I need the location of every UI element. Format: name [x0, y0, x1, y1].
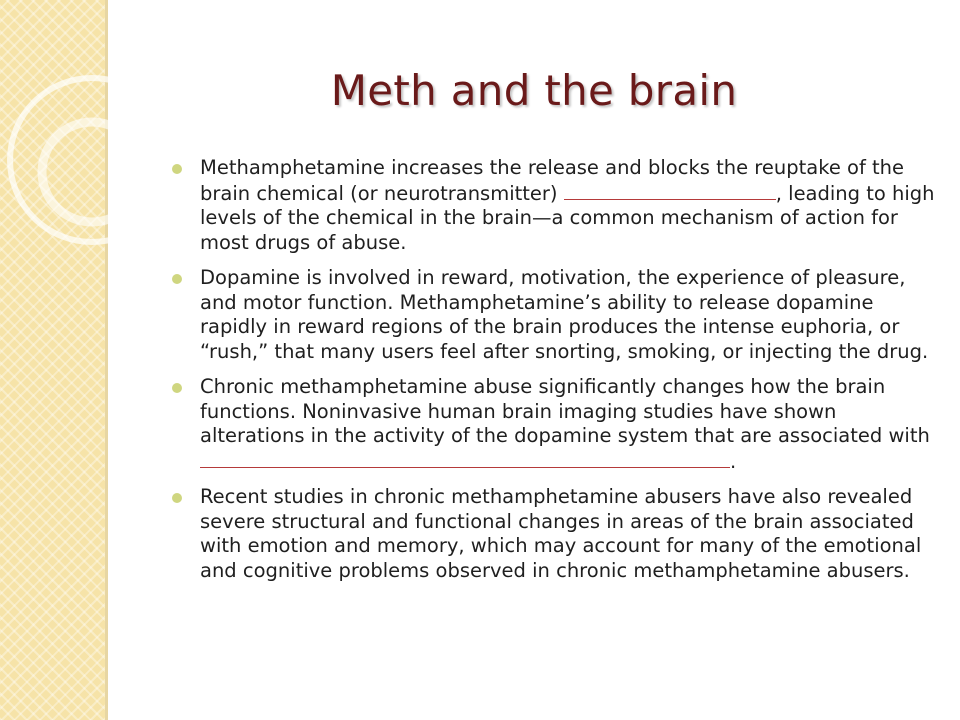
bullet-list — [172, 156, 942, 594]
bullet-dot-icon — [172, 274, 182, 284]
bullet-3-text-before: Chronic methamphetamine abuse significantly changes how the brain functions. Noninvasive human brain imaging studies have shown alterations in the activity of the dopamine system that are associated with — [200, 375, 930, 447]
bullet-1-text-after: , leading to high levels of the chemical in the brain—a common mechanism of action for most drugs of abuse. — [200, 181, 935, 254]
fill-in-blank-1 — [564, 181, 776, 200]
bullet-item-4 — [172, 485, 942, 583]
bullet-3-text-after: . — [730, 449, 737, 473]
bullet-item-3 — [172, 375, 942, 474]
fill-in-blank-2 — [200, 449, 730, 468]
slide-title: Meth and the brain — [330, 66, 738, 115]
bullet-4-text: Recent studies in chronic methamphetamine abusers have also revealed severe structural and functional changes in areas of the brain associated with emotion and memory, which may account for many of the emotional and cognitive problems observed in chronic methamphetamine abusers. — [200, 485, 922, 582]
bullet-item-2 — [172, 266, 942, 364]
bullet-1-text-before: Methamphetamine increases the release and blocks the reuptake of the brain chemical (or neurotransmitter) — [200, 156, 905, 205]
bullet-item-1 — [172, 156, 942, 255]
bullet-dot-icon — [172, 164, 182, 174]
bullet-dot-icon — [172, 493, 182, 503]
bullet-2-text: Dopamine is involved in reward, motivation, the experience of pleasure, and motor function. Methamphetamine’s ability to release dopamine rapidly in reward regions of the brain produces the intense euphoria, or “rush,” that many users feel after snorting, smoking, or injecting the drug. — [200, 266, 929, 363]
bullet-dot-icon — [172, 383, 182, 393]
sidebar-background — [0, 0, 105, 720]
